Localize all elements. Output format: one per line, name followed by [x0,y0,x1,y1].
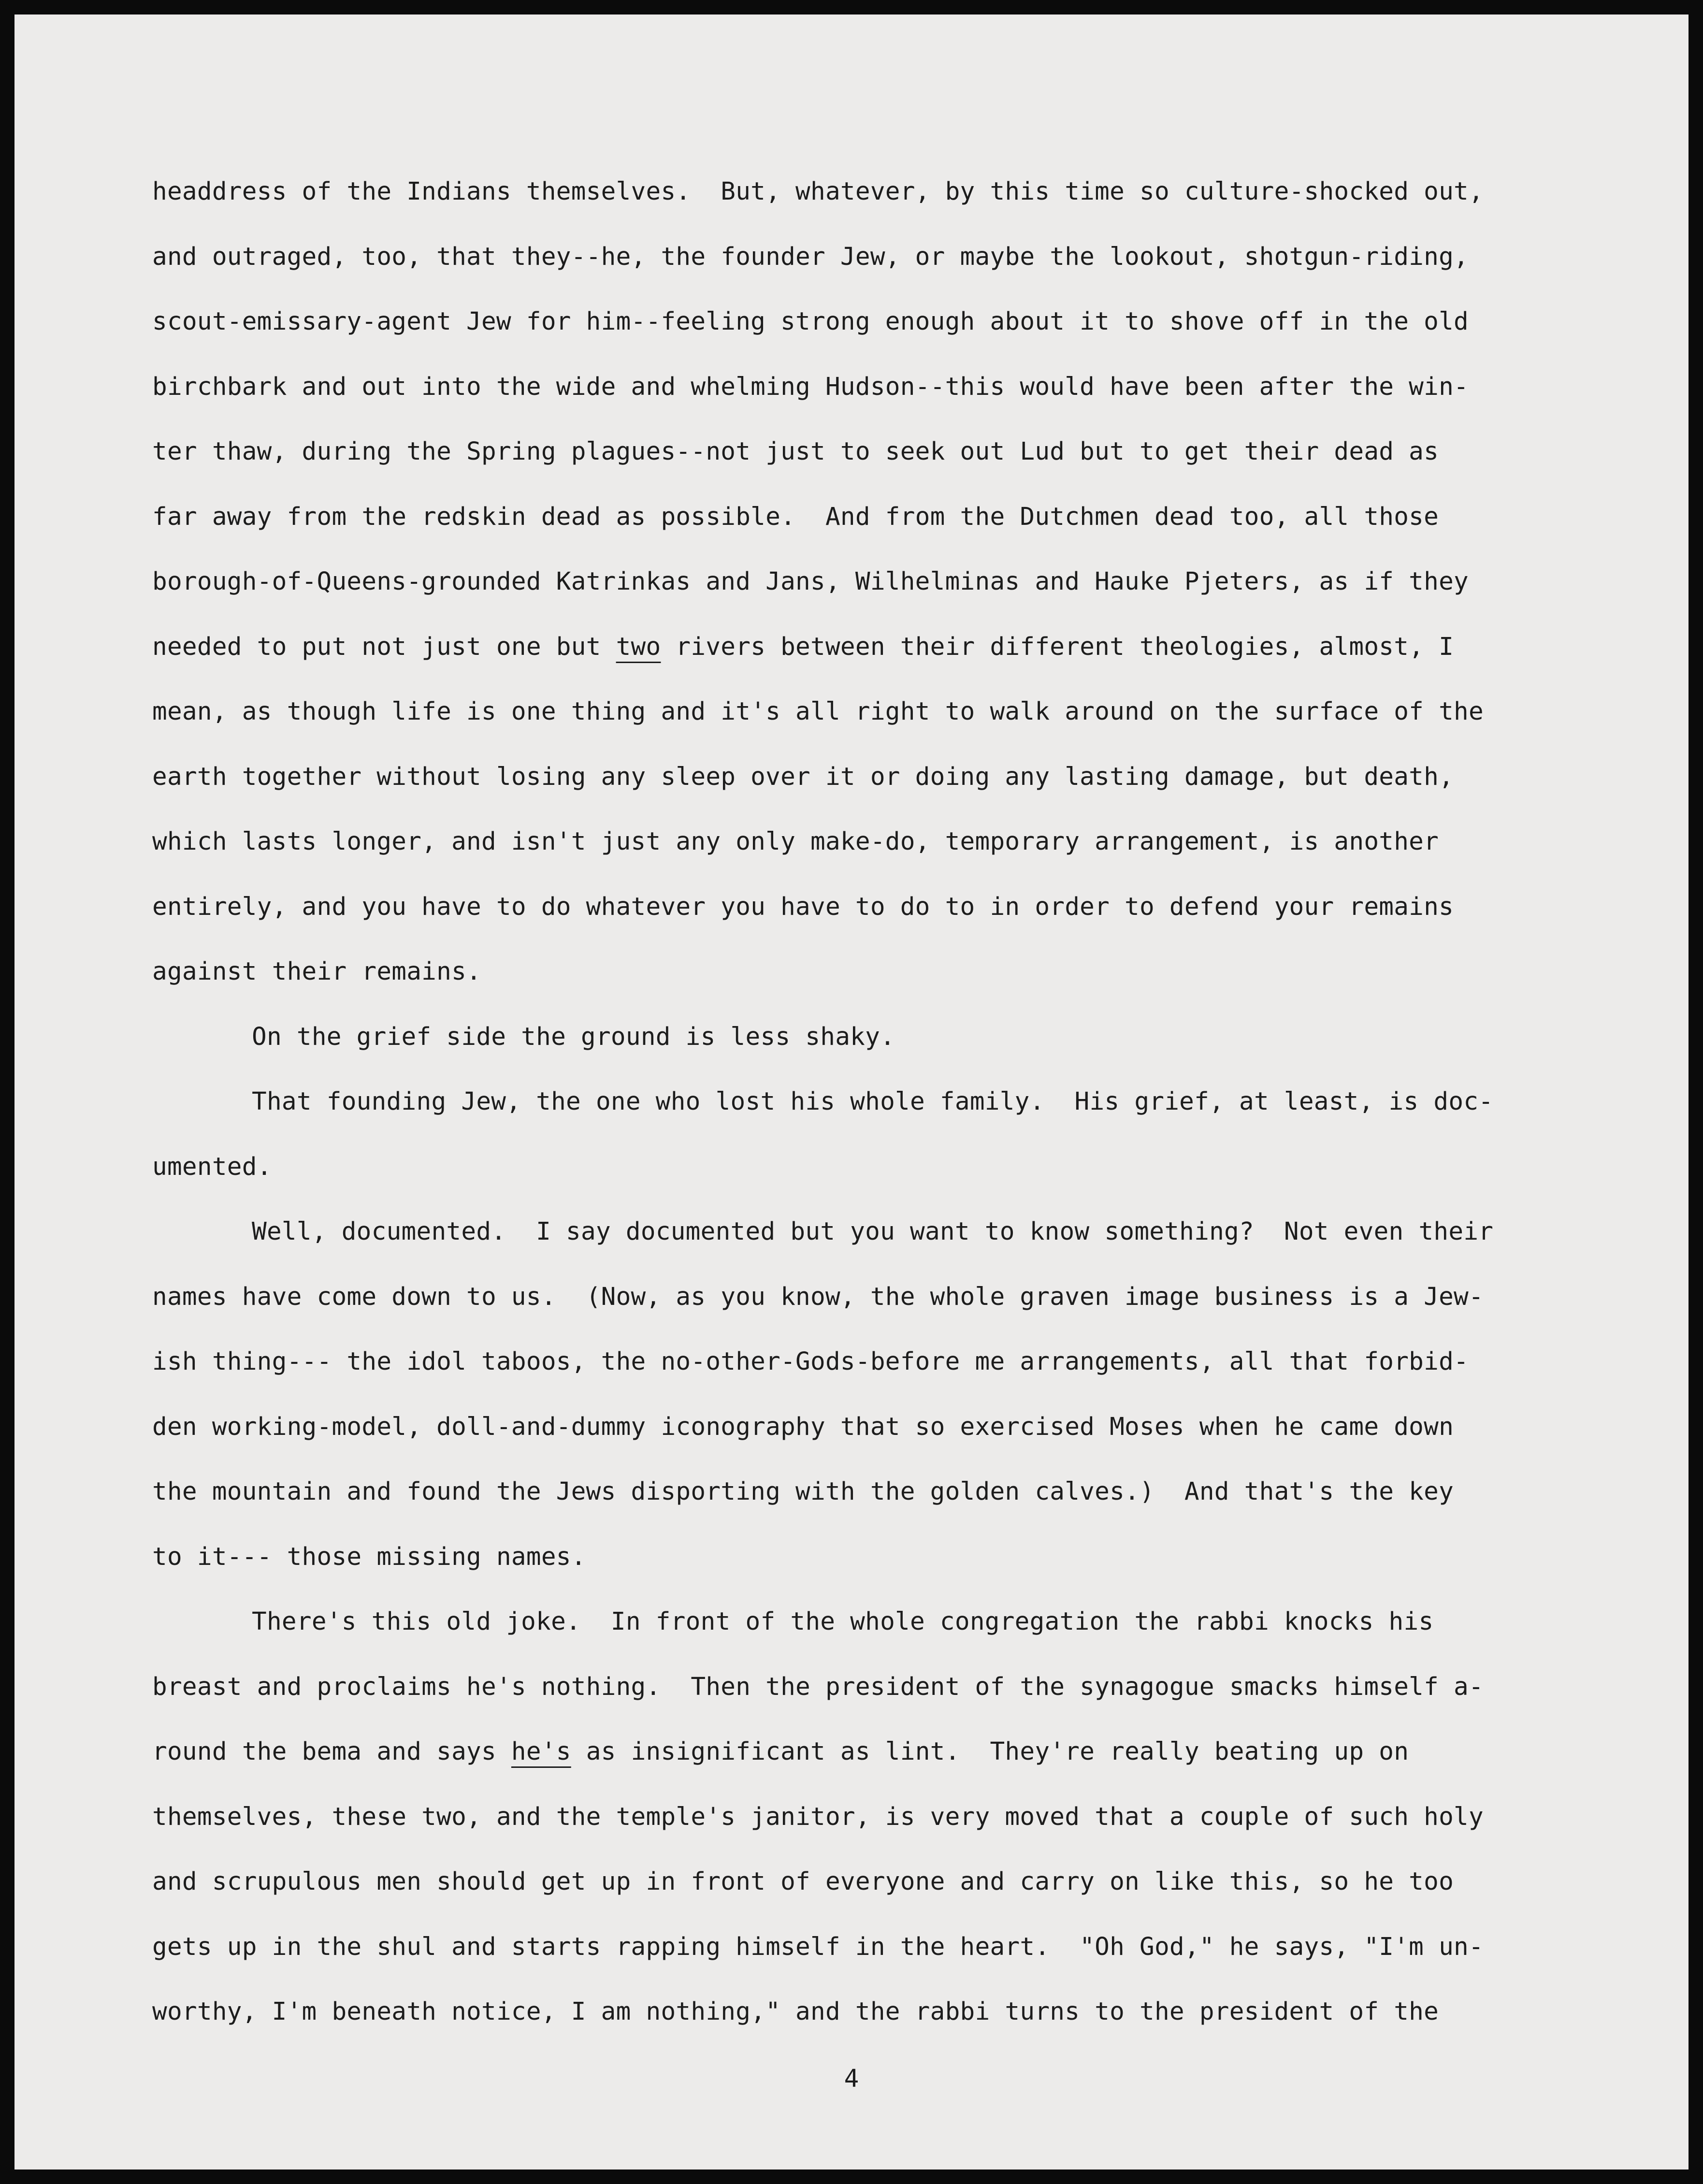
text-line: names have come down to us. (Now, as you know, the whole graven image business is a Jew- [152,1282,1484,1311]
text-line: entirely, and you have to do whatever you have to do to in order to defend your remains [152,892,1454,921]
text-line: and outraged, too, that they--he, the founder Jew, or maybe the lookout, shotgun-riding, [152,242,1469,271]
text-segment: as insignificant as lint. They're really beating up on [571,1737,1409,1766]
text-line [152,1720,1674,1785]
document-page [14,14,1689,2170]
paragraph-start-line: That founding Jew, the one who lost his whole family. His grief, at least, is doc- [252,1087,1494,1116]
text-line: and scrupulous men should get up in front of everyone and carry on like this, so he too [152,1867,1454,1896]
text-line: worthy, I'm beneath notice, I am nothing," and the rabbi turns to the president of the [152,1997,1439,2026]
paragraph-start-line: There's this old joke. In front of the whole congregation the rabbi knocks his [252,1607,1434,1636]
text-line: which lasts longer, and isn't just any only make-do, temporary arrangement, is another [152,827,1439,856]
text-line: mean, as though life is one thing and it's all right to walk around on the surface of the [152,697,1484,726]
text-segment: needed to put not just one but [152,632,616,661]
text-line: ish thing--- the idol taboos, the no-other-Gods-before me arrangements, all that forbid- [152,1347,1469,1376]
text-line: scout-emissary-agent Jew for him--feeling strong enough about it to shove off in the old [152,307,1469,336]
text-line: birchbark and out into the wide and whelming Hudson--this would have been after the win- [152,372,1469,401]
text-line: gets up in the shul and starts rapping himself in the heart. "Oh God," he says, "I'm un- [152,1932,1484,1961]
text-line: the mountain and found the Jews disporting with the golden calves.) And that's the key [152,1477,1454,1506]
text-line: umented. [152,1152,272,1181]
text-line: themselves, these two, and the temple's janitor, is very moved that a couple of such holy [152,1802,1484,1831]
text-line: against their remains. [152,957,482,986]
text-segment: round the bema and says [152,1737,511,1766]
text-segment: rivers between their different theologies, almost, I [661,632,1454,661]
body-text [152,159,1674,2045]
text-line [152,615,1674,680]
text-line: headdress of the Indians themselves. But, whatever, by this time so culture-shocked out, [152,177,1484,206]
underlined-word: two [616,632,661,661]
text-line: ter thaw, during the Spring plagues--not just to seek out Lud but to get their dead as [152,437,1439,466]
text-line: far away from the redskin dead as possible. And from the Dutchmen dead too, all those [152,502,1439,531]
text-line: earth together without losing any sleep over it or doing any lasting damage, but death, [152,762,1454,791]
underlined-word: he's [511,1737,571,1766]
text-line: borough-of-Queens-grounded Katrinkas and Jans, Wilhelminas and Hauke Pjeters, as if they [152,567,1469,596]
text-line: breast and proclaims he's nothing. Then the president of the synagogue smacks himself a- [152,1672,1484,1701]
page-number: 4 [844,2065,859,2093]
paragraph-start-line: On the grief side the ground is less shaky. [252,1022,895,1051]
text-line: den working-model, doll-and-dummy iconography that so exercised Moses when he came down [152,1412,1454,1441]
text-line: to it--- those missing names. [152,1542,586,1571]
paragraph-start-line: Well, documented. I say documented but you want to know something? Not even their [252,1217,1494,1246]
